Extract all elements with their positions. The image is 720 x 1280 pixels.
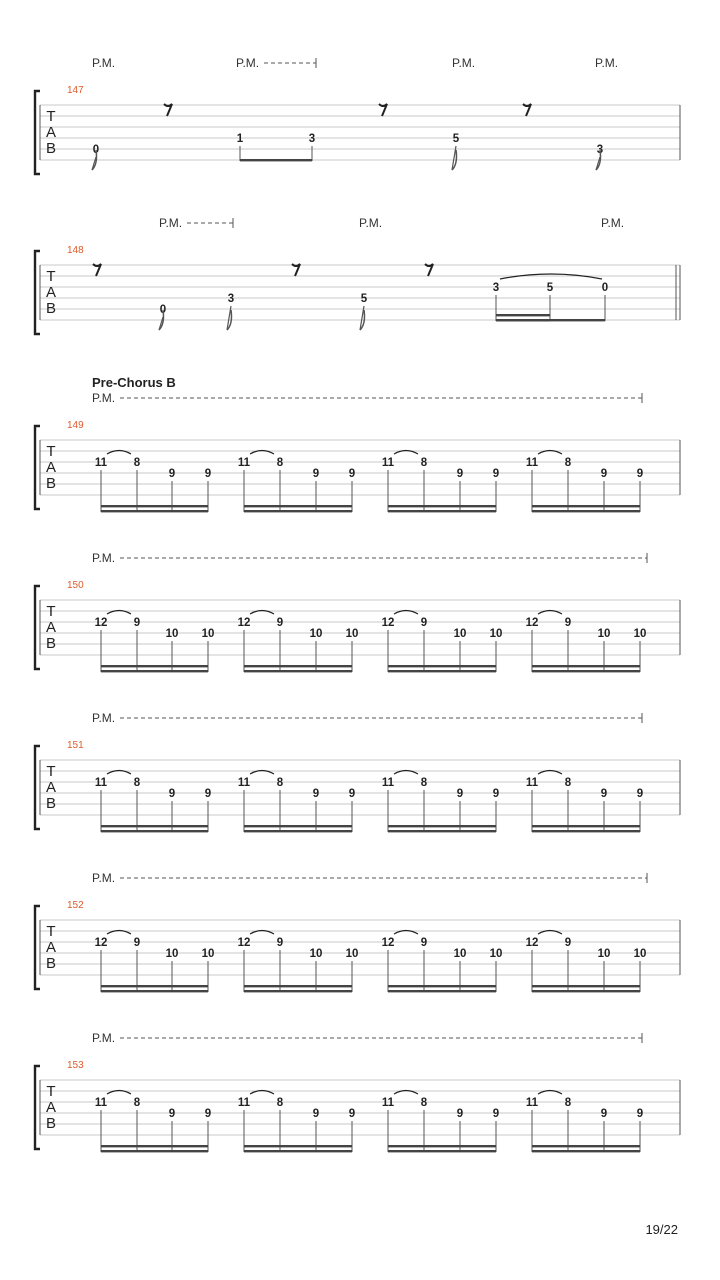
fret-number: 12 [525,937,539,949]
beam [388,505,496,507]
fret-number: 9 [348,788,356,800]
fret-number: 11 [381,457,395,469]
palm-mute-label: P.M. [92,391,116,405]
palm-mute-label: P.M. [92,711,116,725]
beam [244,825,352,827]
beam [388,985,496,987]
measure-number: 153 [67,1060,84,1071]
beam [244,665,352,667]
eighth-rest [164,104,172,116]
fret-number: 12 [94,937,108,949]
fret-number: 11 [381,1097,395,1109]
fret-number: 9 [492,468,500,480]
tab-clef-a: A [45,939,57,956]
tab-clef-t: T [46,923,56,940]
fret-number: 8 [564,777,572,789]
beam [244,990,352,992]
tab-clef-t: T [46,1083,56,1100]
fret-number: 10 [309,628,323,640]
fret-number: 9 [600,468,608,480]
tab-clef-b: B [45,795,57,812]
beam [532,1150,640,1152]
beam [532,830,640,832]
beam [101,985,208,987]
fret-number: 9 [420,617,428,629]
fret-number: 9 [204,1108,212,1120]
fret-number: 9 [168,468,176,480]
beam [532,665,640,667]
fret-number: 8 [133,777,141,789]
beam [240,159,312,161]
fret-number: 9 [168,788,176,800]
beam [101,1150,208,1152]
fret-number: 8 [276,777,284,789]
fret-number: 10 [489,628,503,640]
tab-clef-b: B [45,955,57,972]
fret-number: 5 [360,293,368,305]
tab-clef-t: T [46,603,56,620]
palm-mute-label: P.M. [159,216,183,230]
beam [244,985,352,987]
fret-number: 8 [420,457,428,469]
beam [101,510,208,512]
fret-number: 10 [201,628,215,640]
system-bracket [35,251,40,334]
tab-clef-a: A [45,619,57,636]
fret-number: 8 [133,457,141,469]
fret-number: 9 [312,468,320,480]
beam [244,510,352,512]
fret-number: 0 [92,144,100,156]
fret-number: 11 [94,457,108,469]
fret-number: 9 [600,788,608,800]
tab-clef-t: T [46,763,56,780]
beam [101,665,208,667]
fret-number: 5 [452,133,460,145]
fret-number: 9 [204,788,212,800]
fret-number: 9 [204,468,212,480]
beam [388,670,496,672]
tab-system [35,216,680,334]
fret-number: 12 [525,617,539,629]
beam [244,670,352,672]
tab-clef-a: A [45,459,57,476]
palm-mute-label: P.M. [92,56,116,70]
tab-clef-b: B [45,475,57,492]
page-number: 19/22 [645,1222,678,1237]
fret-number: 3 [308,133,316,145]
fret-number: 9 [492,1108,500,1120]
fret-number: 10 [453,628,467,640]
fret-number: 8 [276,1097,284,1109]
beam [496,319,550,321]
fret-number: 9 [276,617,284,629]
fret-number: 10 [453,948,467,960]
beam [388,990,496,992]
fret-number: 11 [525,457,539,469]
tab-system [35,1031,680,1152]
fret-number: 9 [456,1108,464,1120]
fret-number: 10 [345,948,359,960]
beam [101,1145,208,1147]
beam [532,510,640,512]
tab-clef-t: T [46,108,56,125]
fret-number: 9 [600,1108,608,1120]
fret-number: 11 [237,777,251,789]
measure-number: 147 [67,85,84,96]
fret-number: 9 [133,617,141,629]
fret-number: 3 [492,282,500,294]
system-bracket [35,586,40,669]
palm-mute-label: P.M. [92,871,116,885]
beam [244,830,352,832]
fret-number: 9 [636,468,644,480]
fret-number: 12 [237,617,251,629]
fret-number: 10 [309,948,323,960]
fret-number: 1 [236,133,244,145]
beam [244,505,352,507]
tab-system [35,711,680,832]
beam [532,985,640,987]
fret-number: 9 [348,1108,356,1120]
tab-clef-t: T [46,268,56,285]
fret-number: 12 [237,937,251,949]
fret-number: 10 [489,948,503,960]
system-bracket [35,906,40,989]
palm-mute-label: P.M. [601,216,625,230]
measure-number: 149 [67,420,84,431]
eighth-rest [292,264,300,276]
beam [101,670,208,672]
fret-number: 9 [168,1108,176,1120]
fret-number: 9 [456,788,464,800]
fret-number: 9 [492,788,500,800]
fret-number: 12 [381,617,395,629]
system-bracket [35,1066,40,1149]
fret-number: 8 [420,1097,428,1109]
system-bracket [35,746,40,829]
fret-number: 12 [381,937,395,949]
eighth-rest [93,264,101,276]
eighth-rest [379,104,387,116]
beam [388,825,496,827]
tab-clef-b: B [45,300,57,317]
fret-number: 9 [420,937,428,949]
fret-number: 8 [564,1097,572,1109]
beam [101,825,208,827]
tab-clef-a: A [45,284,57,301]
fret-number: 9 [348,468,356,480]
tab-clef-b: B [45,140,57,157]
fret-number: 3 [596,144,604,156]
fret-number: 11 [94,1097,108,1109]
tab-clef-a: A [45,1099,57,1116]
beam [532,990,640,992]
fret-number: 9 [636,1108,644,1120]
tab-system [35,551,680,672]
beam [532,1145,640,1147]
fret-number: 11 [237,457,251,469]
eighth-rest [425,264,433,276]
fret-number: 9 [564,937,572,949]
fret-number: 9 [312,788,320,800]
tab-clef-b: B [45,635,57,652]
measure-number: 150 [67,580,84,591]
fret-number: 10 [165,948,179,960]
tab-clef-a: A [45,779,57,796]
beam [388,830,496,832]
fret-number: 11 [525,1097,539,1109]
fret-number: 0 [159,304,167,316]
fret-number: 11 [237,1097,251,1109]
fret-number: 11 [525,777,539,789]
tab-system [35,871,680,992]
tab-system [35,56,680,174]
fret-number: 9 [312,1108,320,1120]
fret-number: 10 [345,628,359,640]
palm-mute-label: P.M. [92,1031,116,1045]
measure-number: 151 [67,740,84,751]
tab-clef-t: T [46,443,56,460]
fret-number: 11 [381,777,395,789]
beam [101,505,208,507]
fret-number: 9 [456,468,464,480]
fret-number: 5 [546,282,554,294]
beam [388,1145,496,1147]
beam [101,830,208,832]
fret-number: 0 [601,282,609,294]
fret-number: 12 [94,617,108,629]
beam [496,314,550,316]
beam [244,1145,352,1147]
palm-mute-label: P.M. [236,56,260,70]
fret-number: 8 [133,1097,141,1109]
fret-number: 10 [201,948,215,960]
tab-clef-a: A [45,124,57,141]
beam [532,505,640,507]
fret-number: 10 [597,628,611,640]
fret-number: 10 [165,628,179,640]
beam [388,1150,496,1152]
palm-mute-label: P.M. [92,551,116,565]
beam [388,665,496,667]
palm-mute-label: P.M. [595,56,619,70]
eighth-rest [523,104,531,116]
beam [244,1150,352,1152]
tab-clef-b: B [45,1115,57,1132]
beam [532,825,640,827]
system-bracket [35,91,40,174]
beam [101,990,208,992]
palm-mute-label: P.M. [359,216,383,230]
palm-mute-label: P.M. [452,56,476,70]
measure-number: 148 [67,245,84,256]
fret-number: 10 [633,628,647,640]
fret-number: 10 [633,948,647,960]
beam [532,670,640,672]
section-heading: Pre-Chorus B [92,375,176,390]
fret-number: 9 [133,937,141,949]
fret-number: 9 [636,788,644,800]
fret-number: 10 [597,948,611,960]
fret-number: 3 [227,293,235,305]
fret-number: 9 [276,937,284,949]
fret-number: 11 [94,777,108,789]
measure-number: 152 [67,900,84,911]
fret-number: 8 [276,457,284,469]
system-bracket [35,426,40,509]
fret-number: 9 [564,617,572,629]
fret-number: 8 [564,457,572,469]
beam [388,510,496,512]
tab-system [35,375,680,512]
fret-number: 8 [420,777,428,789]
